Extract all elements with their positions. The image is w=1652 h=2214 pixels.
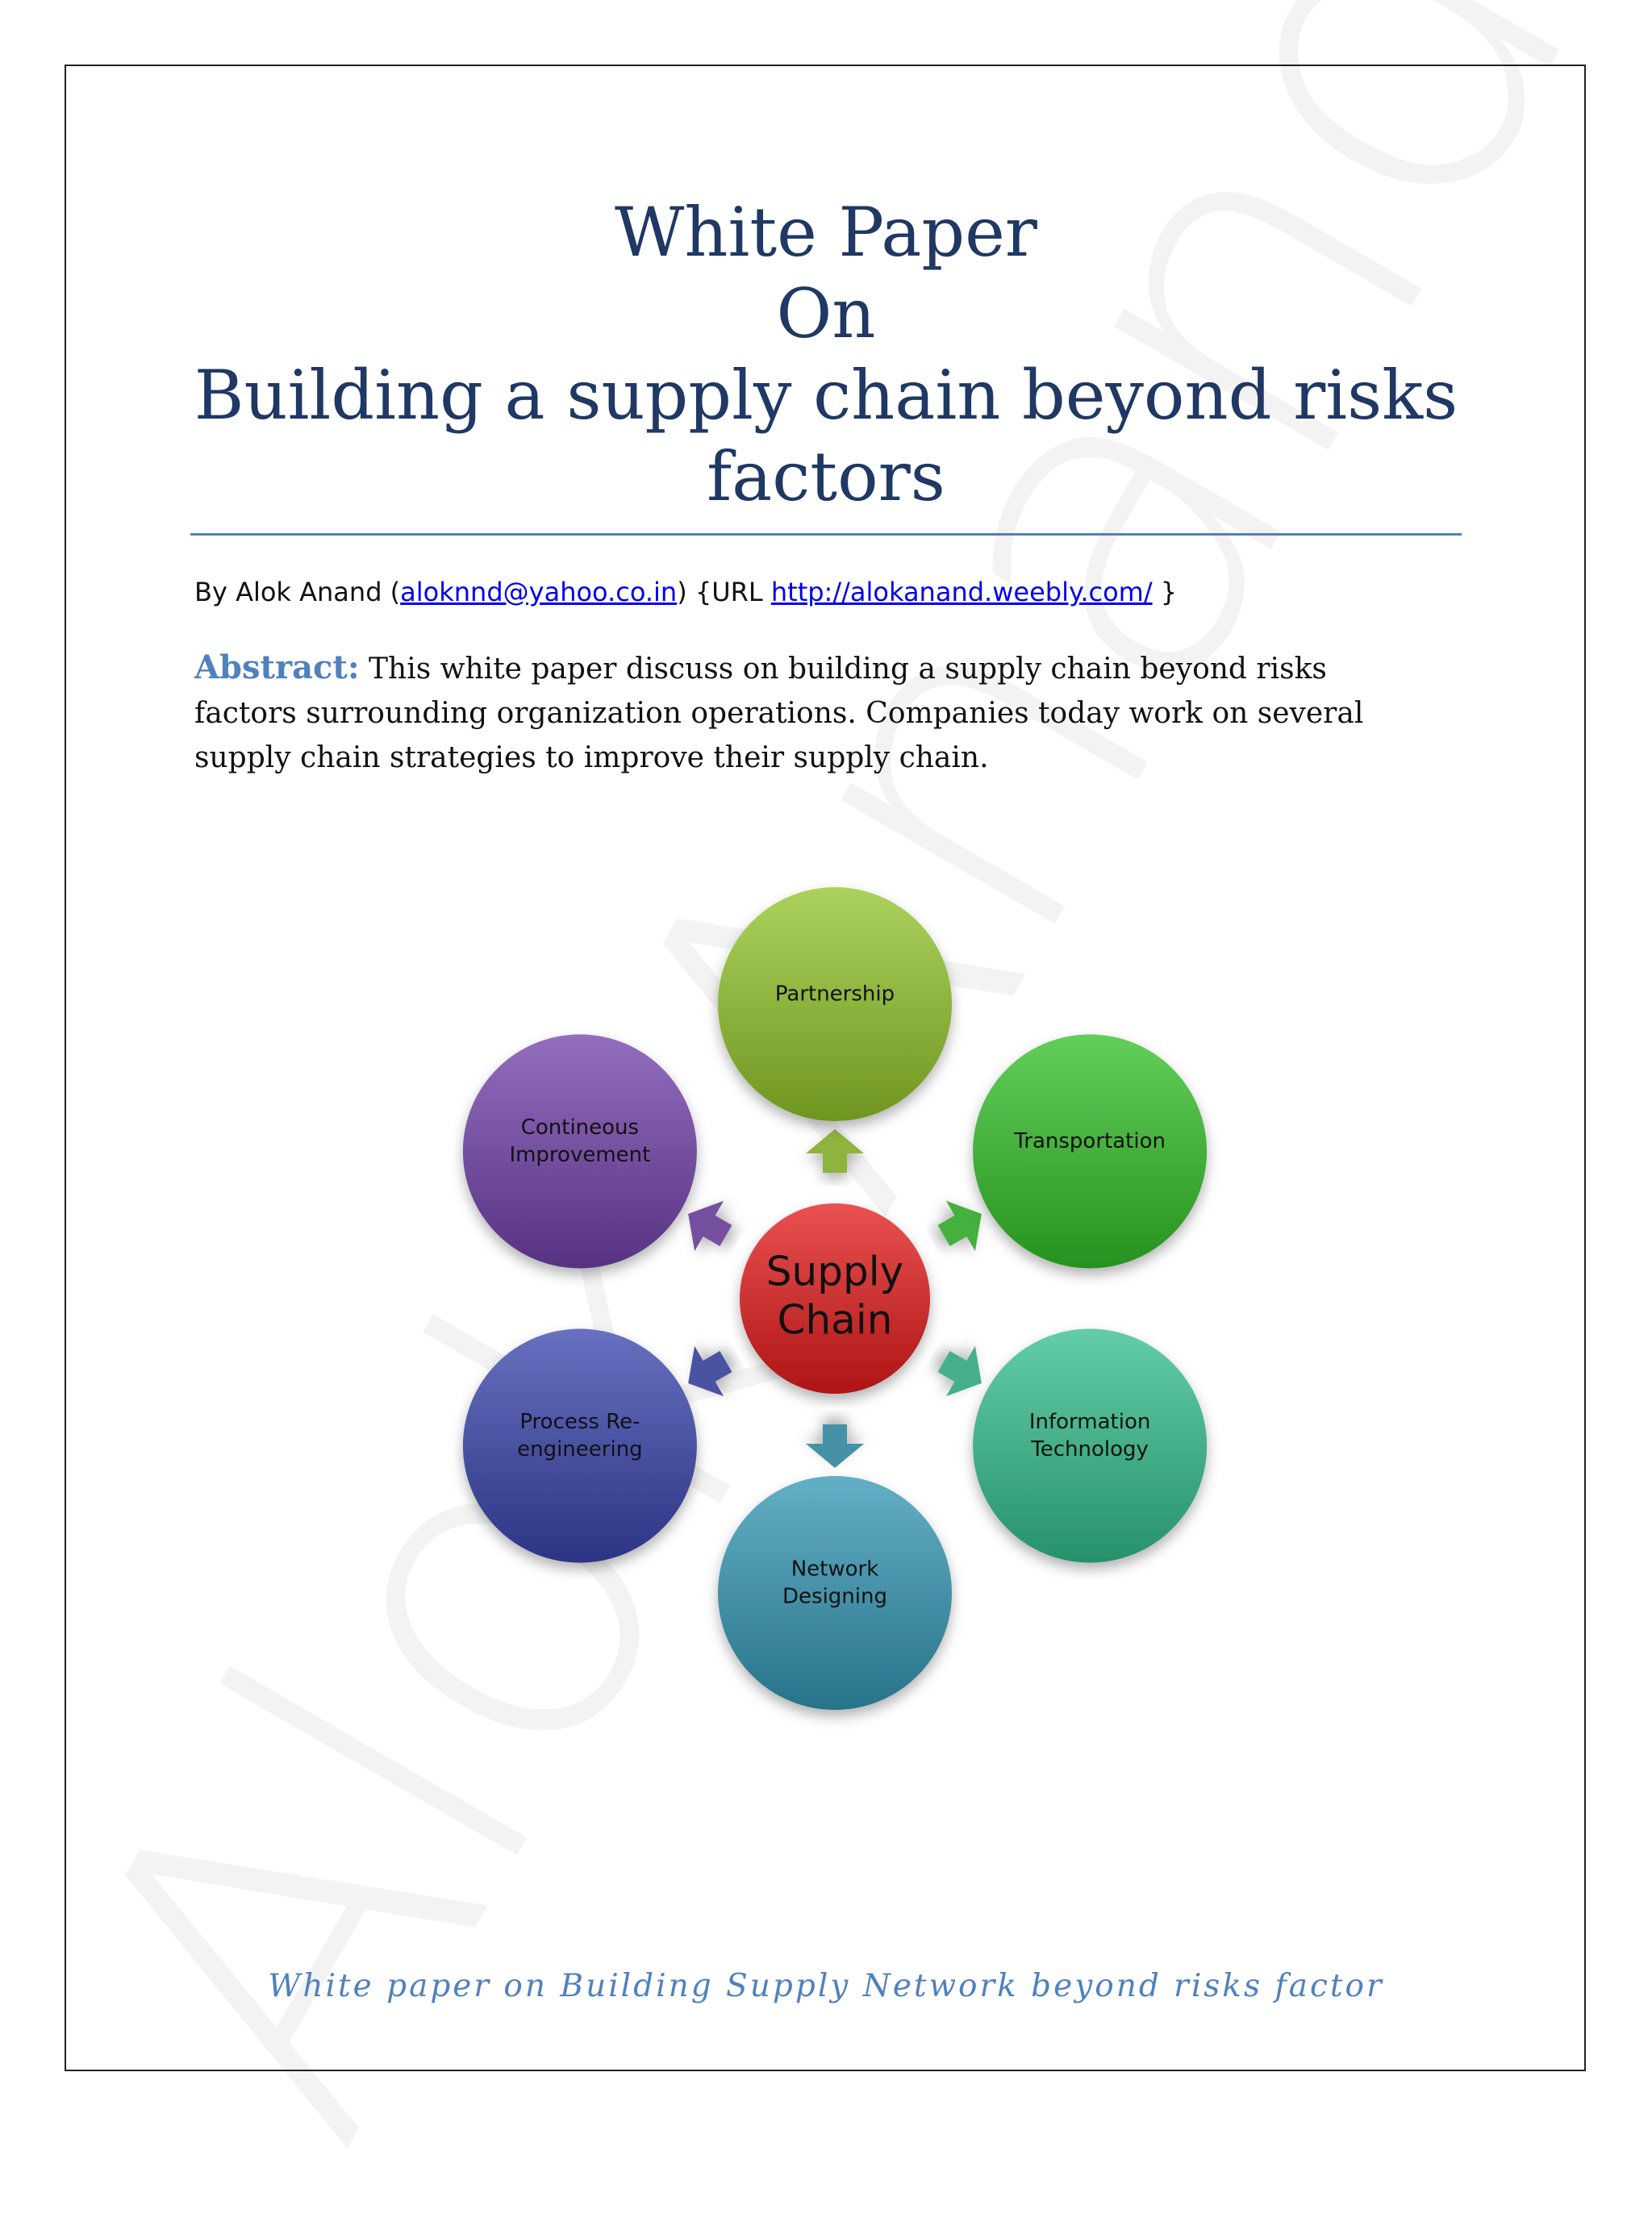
diagram-node-label: Partnership — [774, 982, 895, 1007]
title-line: White Paper — [615, 193, 1037, 272]
connector-arrow — [806, 1129, 864, 1173]
byline-suffix: } — [1152, 577, 1178, 607]
email-link[interactable]: aloknnd@yahoo.co.in — [400, 577, 678, 607]
title-line: Building a supply chain beyond risks — [194, 356, 1458, 435]
diagram-center-label: Supply Chain — [766, 1248, 904, 1344]
abstract-label: Abstract: — [194, 648, 360, 686]
title-line: factors — [707, 437, 945, 516]
diagram-node-label: Information Technology — [1028, 1410, 1151, 1461]
diagram-node-label: Process Re-engineering — [517, 1410, 643, 1461]
page-footer: White paper on Building Supply Network beyond risks factor — [268, 1968, 1384, 2004]
byline-prefix: By Alok Anand ( — [194, 577, 401, 607]
title-line: On — [776, 274, 876, 353]
diagram-node-label: Network Designing — [782, 1557, 887, 1609]
connector-arrow — [806, 1424, 864, 1468]
diagram-node-label: Contineous Improvement — [509, 1115, 651, 1167]
website-link[interactable]: http://alokanand.weebly.com/ — [770, 577, 1153, 607]
diagram-node-label: Transportation — [1014, 1129, 1166, 1153]
abstract-text: This white paper discuss on building a supply chain beyond risks factors surrounding organization operations. Companies today work on several supply chain strategies to improve their supply chain. — [194, 653, 1364, 774]
byline-middle: ) {URL — [677, 577, 771, 607]
